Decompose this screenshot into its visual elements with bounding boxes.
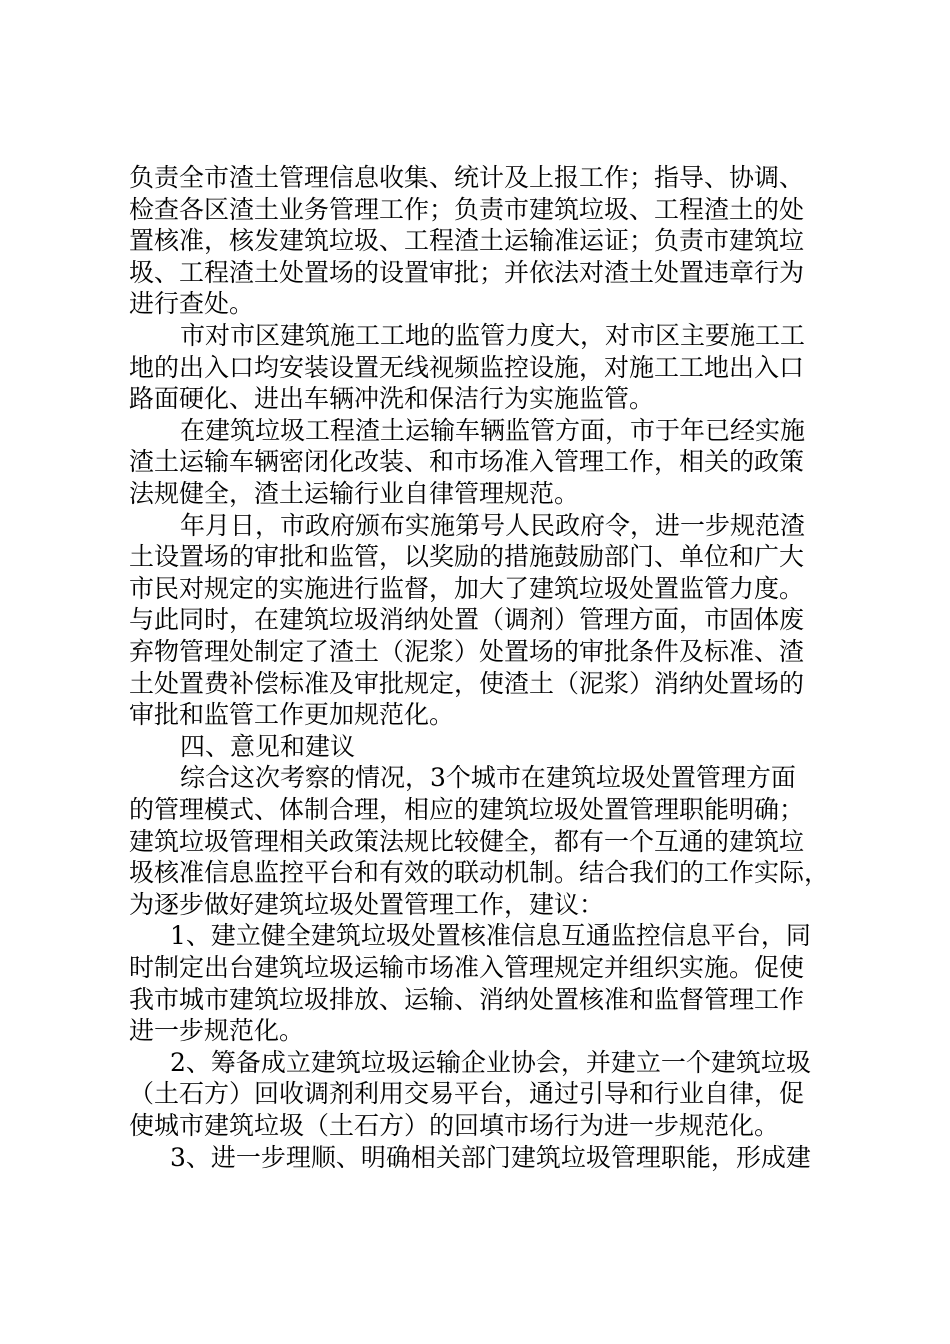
text-line: 的管理模式、体制合理，相应的建筑垃圾处置管理职能明确； [129, 795, 805, 824]
text-line: 我市城市建筑垃圾排放、运输、消纳处置核准和监督管理工作 [129, 984, 805, 1014]
text-line: 渣土运输车辆密闭化改装、和市场准入管理工作，相关的政策 [129, 447, 805, 477]
text-line: 检查各区渣土业务管理工作；负责市建筑垃圾、工程渣土的处 [129, 194, 805, 224]
text-line: 年月日，市政府颁布实施第号人民政府令，进一步规范渣 [180, 510, 806, 540]
text-line: 审批和监管工作更加规范化。 [129, 700, 455, 730]
text-line: 使城市建筑垃圾（土石方）的回填市场行为进一步规范化。 [129, 1111, 780, 1140]
text-line: 时制定出台建筑垃圾运输市场准入管理规定并组织实施。促使 [129, 953, 805, 982]
text-line: 圾、工程渣土处置场的设置审批；并依法对渣土处置违章行为 [129, 257, 805, 287]
text-line: 圾核准信息监控平台和有效的联动机制。结合我们的工作实际， [129, 858, 830, 888]
text-line: 进一步规范化。 [129, 1016, 305, 1046]
text-line: 在建筑垃圾工程渣土运输车辆监管方面，市于年已经实施 [180, 415, 806, 445]
text-line: 弃物管理处制定了渣土（泥浆）处置场的审批条件及标准、渣 [129, 637, 805, 666]
text-line: 进行查处。 [129, 289, 255, 319]
text-line: 综合这次考察的情况，3个城市在建筑垃圾处置管理方面 [180, 763, 796, 793]
text-line: 地的出入口均安装设置无线视频监控设施，对施工工地出入口 [129, 352, 805, 382]
text-line: 建筑垃圾管理相关政策法规比较健全，都有一个互通的建筑垃 [129, 826, 805, 856]
text-line: 土设置场的审批和监管，以奖励的措施鼓励部门、单位和广大 [129, 542, 805, 572]
text-line: 市民对规定的实施进行监督，加大了建筑垃圾处置监管力度。 [129, 573, 805, 603]
text-line: 1、建立健全建筑垃圾处置核准信息互通监控信息平台，同 [170, 921, 811, 951]
text-line: 为逐步做好建筑垃圾处置管理工作，建议： [129, 889, 605, 919]
text-line: 市对市区建筑施工工地的监管力度大，对市区主要施工工 [180, 321, 806, 350]
text-line: 土处置费补偿标准及审批规定，使渣土（泥浆）消纳处置场的 [129, 668, 805, 698]
text-line: 路面硬化、进出车辆冲洗和保洁行为实施监管。 [129, 384, 655, 414]
text-line: 3、进一步理顺、明确相关部门建筑垃圾管理职能，形成建 [170, 1142, 811, 1172]
text-line: 置核准，核发建筑垃圾、工程渣土运输准运证；负责市建筑垃 [129, 226, 805, 256]
section-heading: 四、意见和建议 [180, 731, 356, 761]
text-line: （土石方）回收调剂利用交易平台，通过引导和行业自律，促 [129, 1079, 805, 1109]
text-line: 法规健全，渣土运输行业自律管理规范。 [129, 479, 580, 508]
text-line: 负责全市渣土管理信息收集、统计及上报工作；指导、协调、 [129, 163, 805, 192]
text-line: 与此同时，在建筑垃圾消纳处置（调剂）管理方面，市固体废 [129, 605, 805, 635]
text-line: 2、筹备成立建筑垃圾运输企业协会，并建立一个建筑垃圾 [170, 1047, 811, 1077]
